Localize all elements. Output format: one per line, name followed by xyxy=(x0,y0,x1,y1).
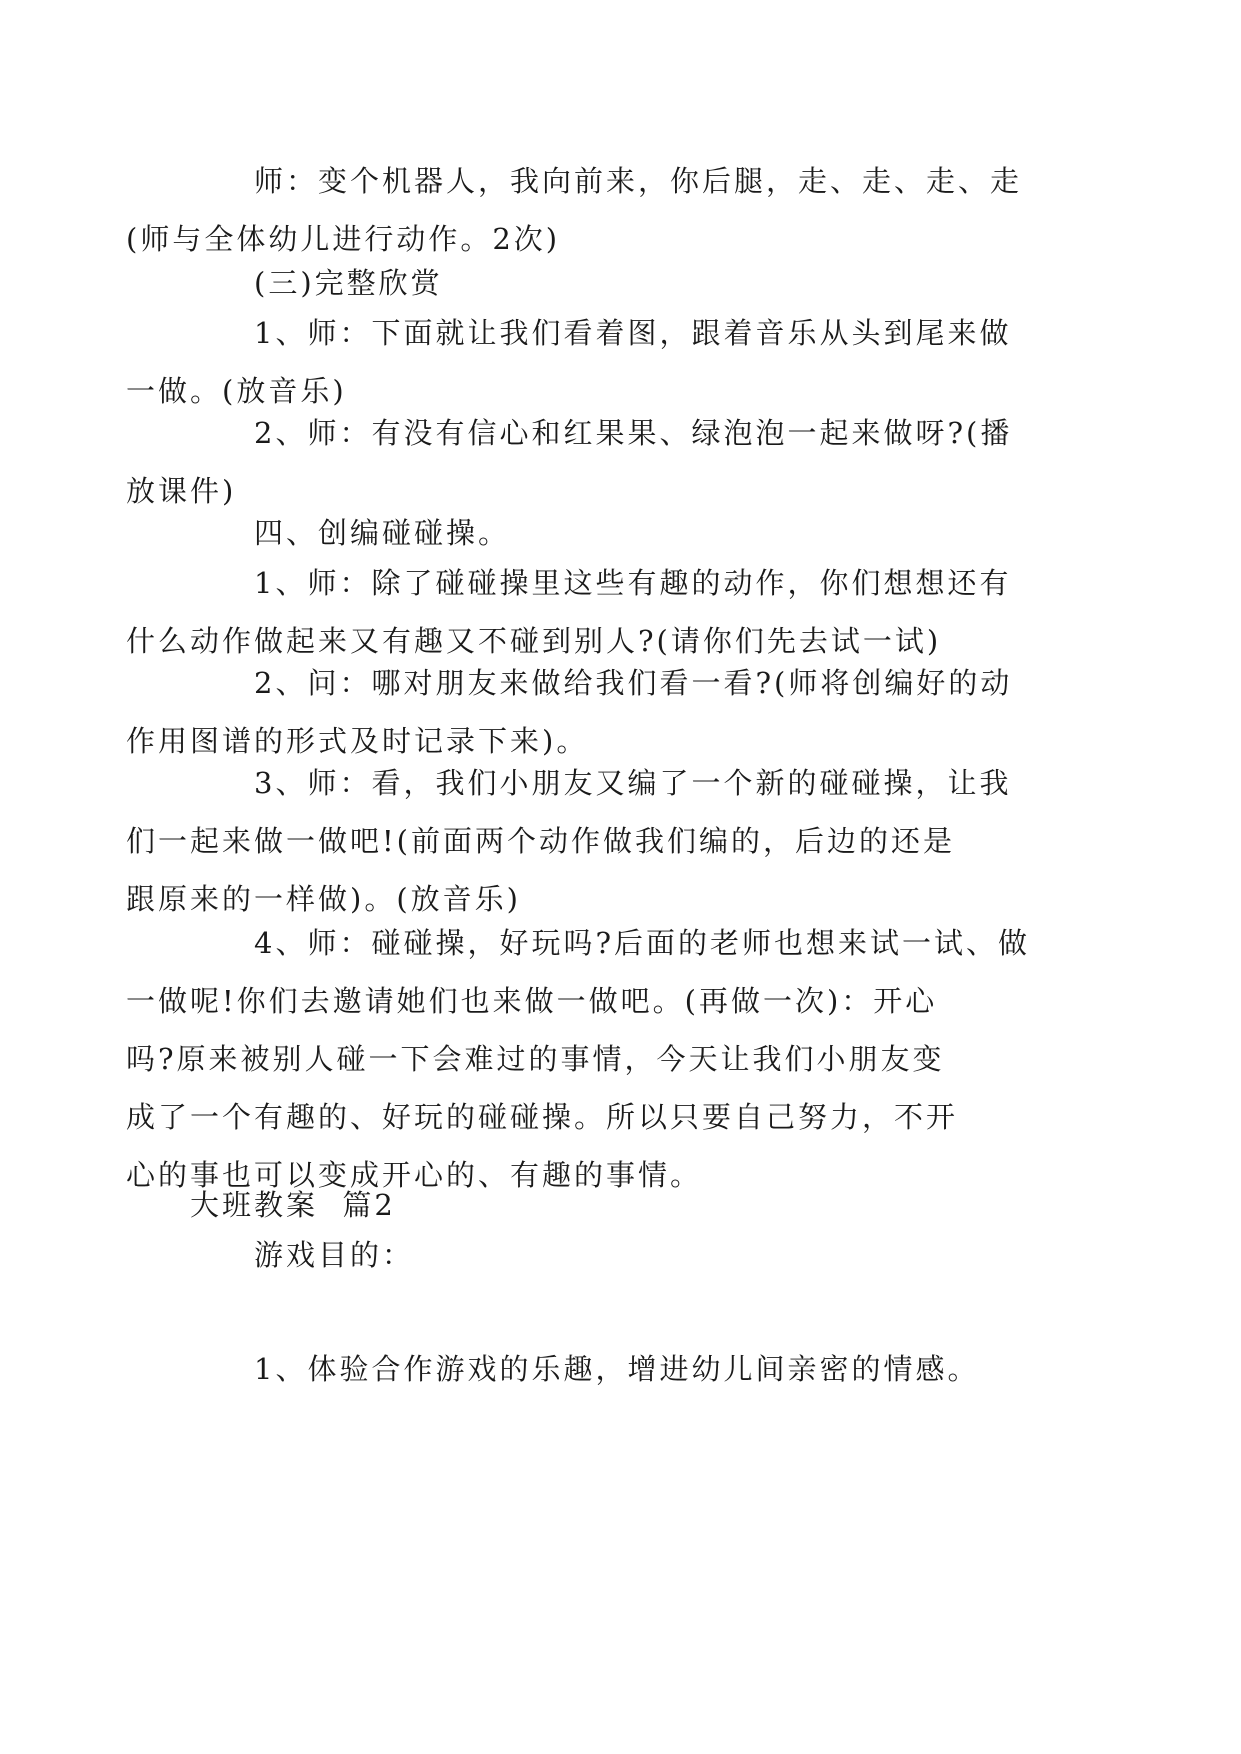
text-line: 什么动作做起来又有趣又不碰到别人?(请你们先去试一试) xyxy=(126,624,942,658)
text-line: 游戏目的： xyxy=(254,1238,415,1272)
heading-game-purpose xyxy=(190,1226,1050,1284)
text-line: 放课件) xyxy=(126,474,237,508)
text-line: 一做。(放音乐) xyxy=(126,374,347,408)
text-line: 1、师：除了碰碰操里这些有趣的动作，你们想想还有 xyxy=(254,566,1012,600)
text-line: (师与全体幼儿进行动作。2次) xyxy=(126,222,561,256)
paragraph-step-2 xyxy=(126,404,1050,520)
paragraph-robot xyxy=(126,152,1050,268)
text-line: 们一起来做一做吧!(前面两个动作做我们编的，后边的还是 xyxy=(126,824,955,858)
paragraph-create-3 xyxy=(126,754,1050,928)
text-line: 4、师：碰碰操，好玩吗?后面的老师也想来试一试、做 xyxy=(254,926,1030,960)
text-line: 1、师：下面就让我们看着图，跟着音乐从头到尾来做 xyxy=(254,316,1012,350)
text-line: 成了一个有趣的、好玩的碰碰操。所以只要自己努力，不开 xyxy=(126,1100,959,1134)
text-line: 师：变个机器人，我向前来，你后腿，走、走、走、走 xyxy=(254,164,1023,198)
paragraph-create-1 xyxy=(126,554,1050,670)
text-line: 作用图谱的形式及时记录下来)。 xyxy=(126,724,589,758)
text-line: 四、创编碰碰操。 xyxy=(254,516,511,550)
text-line: 一做呢!你们去邀请她们也来做一做吧。(再做一次)：开心 xyxy=(126,984,938,1018)
text-line: (三)完整欣赏 xyxy=(254,266,443,300)
paragraph-create-2 xyxy=(126,654,1050,770)
text-line: 跟原来的一样做)。(放音乐) xyxy=(126,882,521,916)
text-line: 2、问：哪对朋友来做给我们看一看?(师将创编好的动 xyxy=(254,666,1013,700)
text-line: 2、师：有没有信心和红果果、绿泡泡一起来做呀?(播 xyxy=(254,416,1013,450)
paragraph-create-4 xyxy=(126,914,1050,1204)
text-line: 3、师：看，我们小朋友又编了一个新的碰碰操，让我 xyxy=(254,766,1012,800)
text-line: 大班教案 篇2 xyxy=(190,1188,396,1222)
text-line: 心的事也可以变成开心的、有趣的事情。 xyxy=(126,1158,703,1192)
text-line: 吗?原来被别人碰一下会难过的事情，今天让我们小朋友变 xyxy=(126,1042,945,1076)
text-line: 1、体验合作游戏的乐趣，增进幼儿间亲密的情感。 xyxy=(254,1352,980,1386)
paragraph-purpose-1 xyxy=(190,1340,1050,1398)
paragraph-step-1 xyxy=(126,304,1050,420)
